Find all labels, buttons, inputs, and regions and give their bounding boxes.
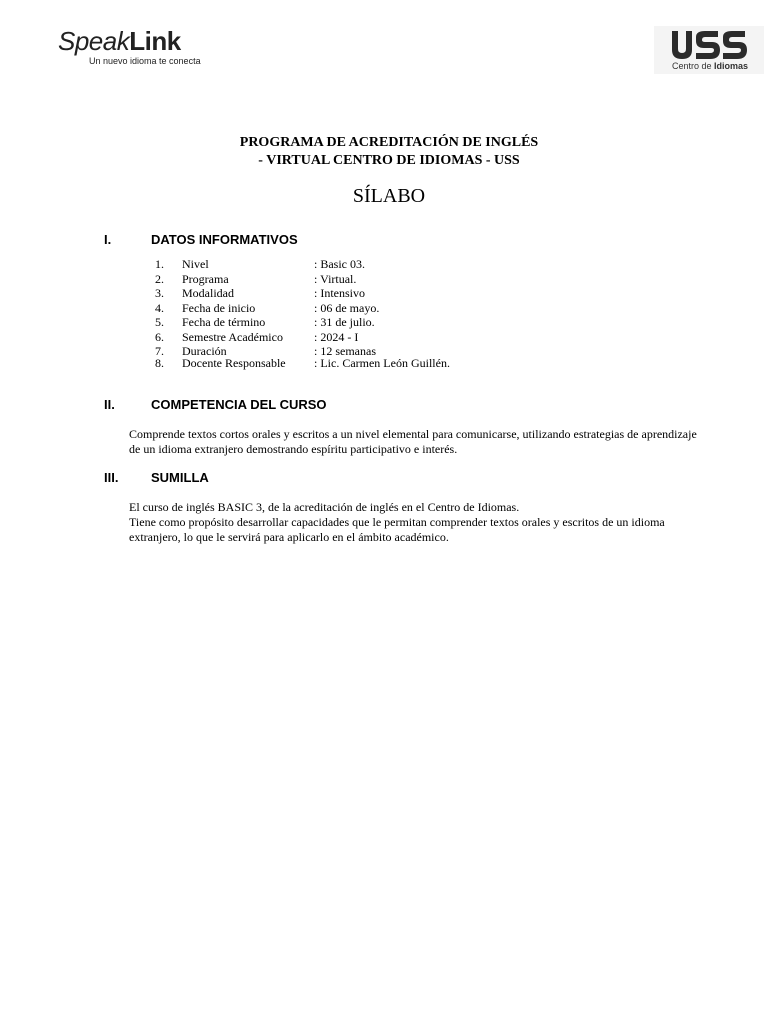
uss-logo-subtitle: Centro de Idiomas <box>672 61 749 71</box>
section-number: I. <box>104 232 112 247</box>
uss-logo <box>654 26 764 74</box>
speaklink-tagline: Un nuevo idioma te conecta <box>89 56 201 66</box>
program-title-line2: - VIRTUAL CENTRO DE IDIOMAS - USS <box>258 153 520 168</box>
section-number: III. <box>104 470 119 485</box>
section-title: DATOS INFORMATIVOS <box>151 232 298 247</box>
speaklink-wordmark: SpeakLink <box>58 26 181 56</box>
competencia-paragraph: Comprende textos cortos orales y escritos a un nivel elemental para comunicarse, utilizando estrategias de aprendizaje de un idioma extranjero demostrando espíritu participativo e interés. <box>129 427 697 456</box>
speaklink-logo <box>58 26 201 66</box>
program-title-line1: PROGRAMA DE ACREDITACIÓN DE INGLÉS <box>239 135 539 150</box>
section-number: II. <box>104 397 115 412</box>
uss-logo-mark <box>670 29 750 59</box>
section-title: SUMILLA <box>151 470 209 485</box>
section-heading-competencia <box>104 397 327 412</box>
section-title: COMPETENCIA DEL CURSO <box>151 397 327 412</box>
section-heading-datos <box>104 232 298 247</box>
syllabus-heading: SÍLABO <box>352 185 426 207</box>
sumilla-paragraph: El curso de inglés BASIC 3, de la acreditación de inglés en el Centro de Idiomas. Tiene como propósito desarrollar capacidades que le permitan comprender textos orales y escritos de un idioma extranjero, lo que le servirá para aplicarlo en el ámbito académico. <box>129 500 665 544</box>
section-heading-sumilla <box>104 470 209 485</box>
